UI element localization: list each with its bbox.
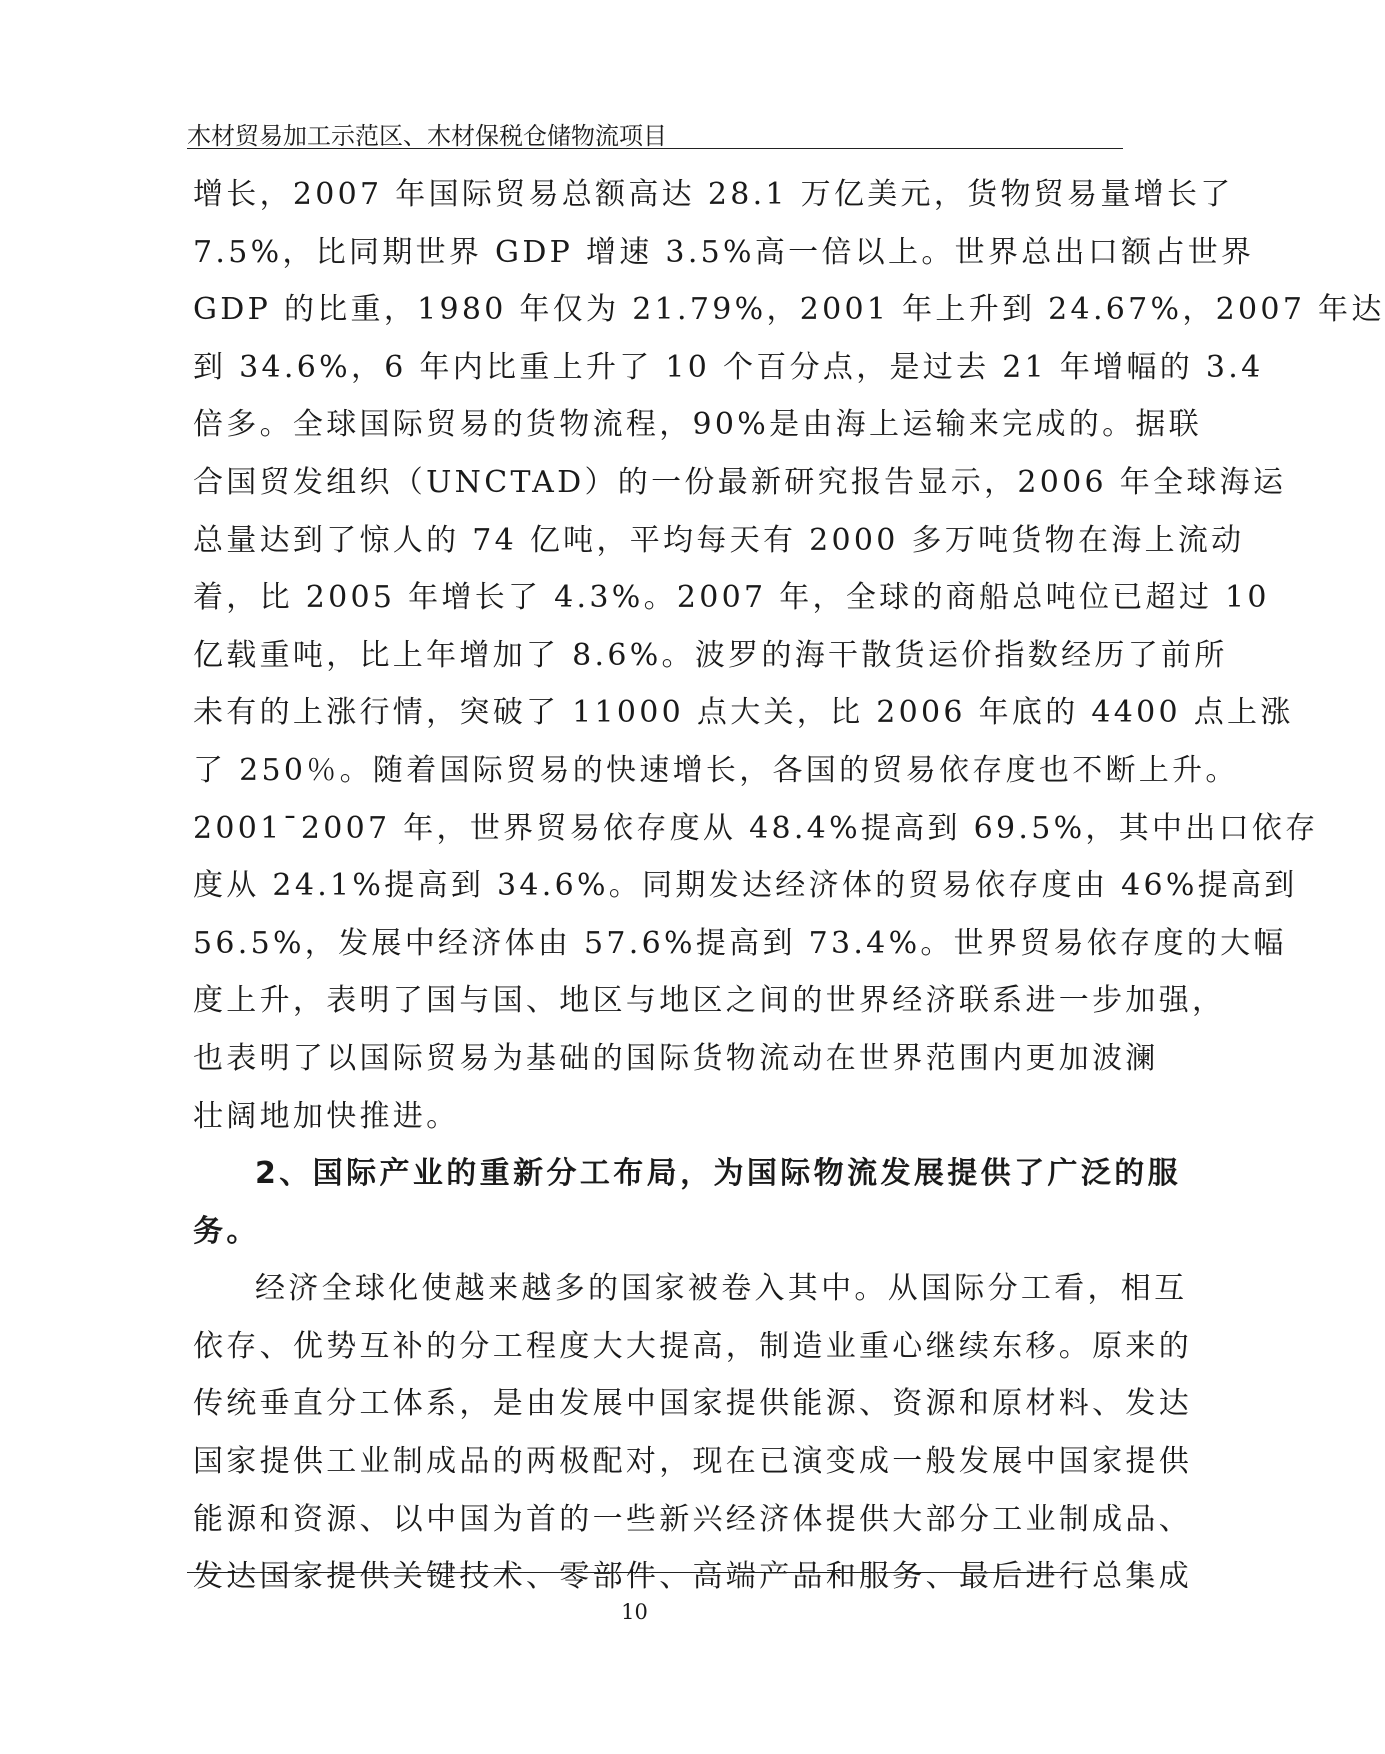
page-number: 10 bbox=[621, 1600, 648, 1624]
body-line: GDP 的比重，1980 年仅为 21.79%，2001 年上升到 24.67%，2007 年达 bbox=[193, 292, 1385, 328]
body-line: 依存、优势互补的分工程度大大提高，制造业重心继续东移。原来的 bbox=[193, 1328, 1192, 1364]
body-line: 国家提供工业制成品的两极配对，现在已演变成一般发展中国家提供 bbox=[193, 1444, 1192, 1480]
body-line: 发达国家提供关键技术、零部件、高端产品和服务、最后进行总集成 bbox=[193, 1559, 1192, 1595]
body-line: 度从 24.1%提高到 34.6%。同期发达经济体的贸易依存度由 46%提高到 bbox=[193, 868, 1298, 904]
body-line: 到 34.6%，6 年内比重上升了 10 个百分点，是过去 21 年增幅的 3.4 bbox=[193, 349, 1264, 385]
section-heading-line: 务。 bbox=[193, 1213, 260, 1249]
body-line: 合国贸发组织（UNCTAD）的一份最新研究报告显示，2006 年全球海运 bbox=[193, 464, 1287, 500]
body-line: 亿载重吨，比上年增加了 8.6%。波罗的海干散货运价指数经历了前所 bbox=[193, 637, 1228, 673]
body-line: 传统垂直分工体系，是由发展中国家提供能源、资源和原材料、发达 bbox=[193, 1386, 1192, 1422]
page-header-title: 木材贸易加工示范区、木材保税仓储物流项目 bbox=[187, 122, 667, 150]
body-line: 能源和资源、以中国为首的一些新兴经济体提供大部分工业制成品、 bbox=[193, 1501, 1192, 1537]
section-heading-line: 2、国际产业的重新分工布局，为国际物流发展提供了广泛的服 bbox=[255, 1156, 1182, 1192]
body-line: 壮阔地加快推进。 bbox=[193, 1098, 460, 1134]
body-line: 7.5%，比同期世界 GDP 增速 3.5%高一倍以上。世界总出口额占世界 bbox=[193, 234, 1255, 270]
body-line: 总量达到了惊人的 74 亿吨，平均每天有 2000 多万吨货物在海上流动 bbox=[193, 522, 1245, 558]
body-line: 了 250％。随着国际贸易的快速增长，各国的贸易依存度也不断上升。 bbox=[193, 752, 1239, 788]
body-line: 倍多。全球国际贸易的货物流程，90%是由海上运输来完成的。据联 bbox=[193, 407, 1202, 443]
body-line: 经济全球化使越来越多的国家被卷入其中。从国际分工看，相互 bbox=[255, 1271, 1188, 1307]
header-divider bbox=[187, 148, 1123, 149]
body-line: 也表明了以国际贸易为基础的国际货物流动在世界范围内更加波澜 bbox=[193, 1040, 1159, 1076]
footer-divider bbox=[187, 1572, 1082, 1573]
body-line: 2001¯2007 年，世界贸易依存度从 48.4%提高到 69.5%，其中出口依存 bbox=[193, 810, 1319, 846]
body-line: 着，比 2005 年增长了 4.3%。2007 年，全球的商船总吨位已超过 10 bbox=[193, 580, 1270, 616]
body-line: 度上升，表明了国与国、地区与地区之间的世界经济联系进一步加强， bbox=[193, 983, 1226, 1019]
body-line: 56.5%，发展中经济体由 57.6%提高到 73.4%。世界贸易依存度的大幅 bbox=[193, 925, 1287, 961]
document-body bbox=[193, 166, 1385, 1606]
body-line: 未有的上涨行情，突破了 11000 点大关，比 2006 年底的 4400 点上涨 bbox=[193, 695, 1294, 731]
body-line: 增长，2007 年国际贸易总额高达 28.1 万亿美元，货物贸易量增长了 bbox=[193, 177, 1234, 212]
